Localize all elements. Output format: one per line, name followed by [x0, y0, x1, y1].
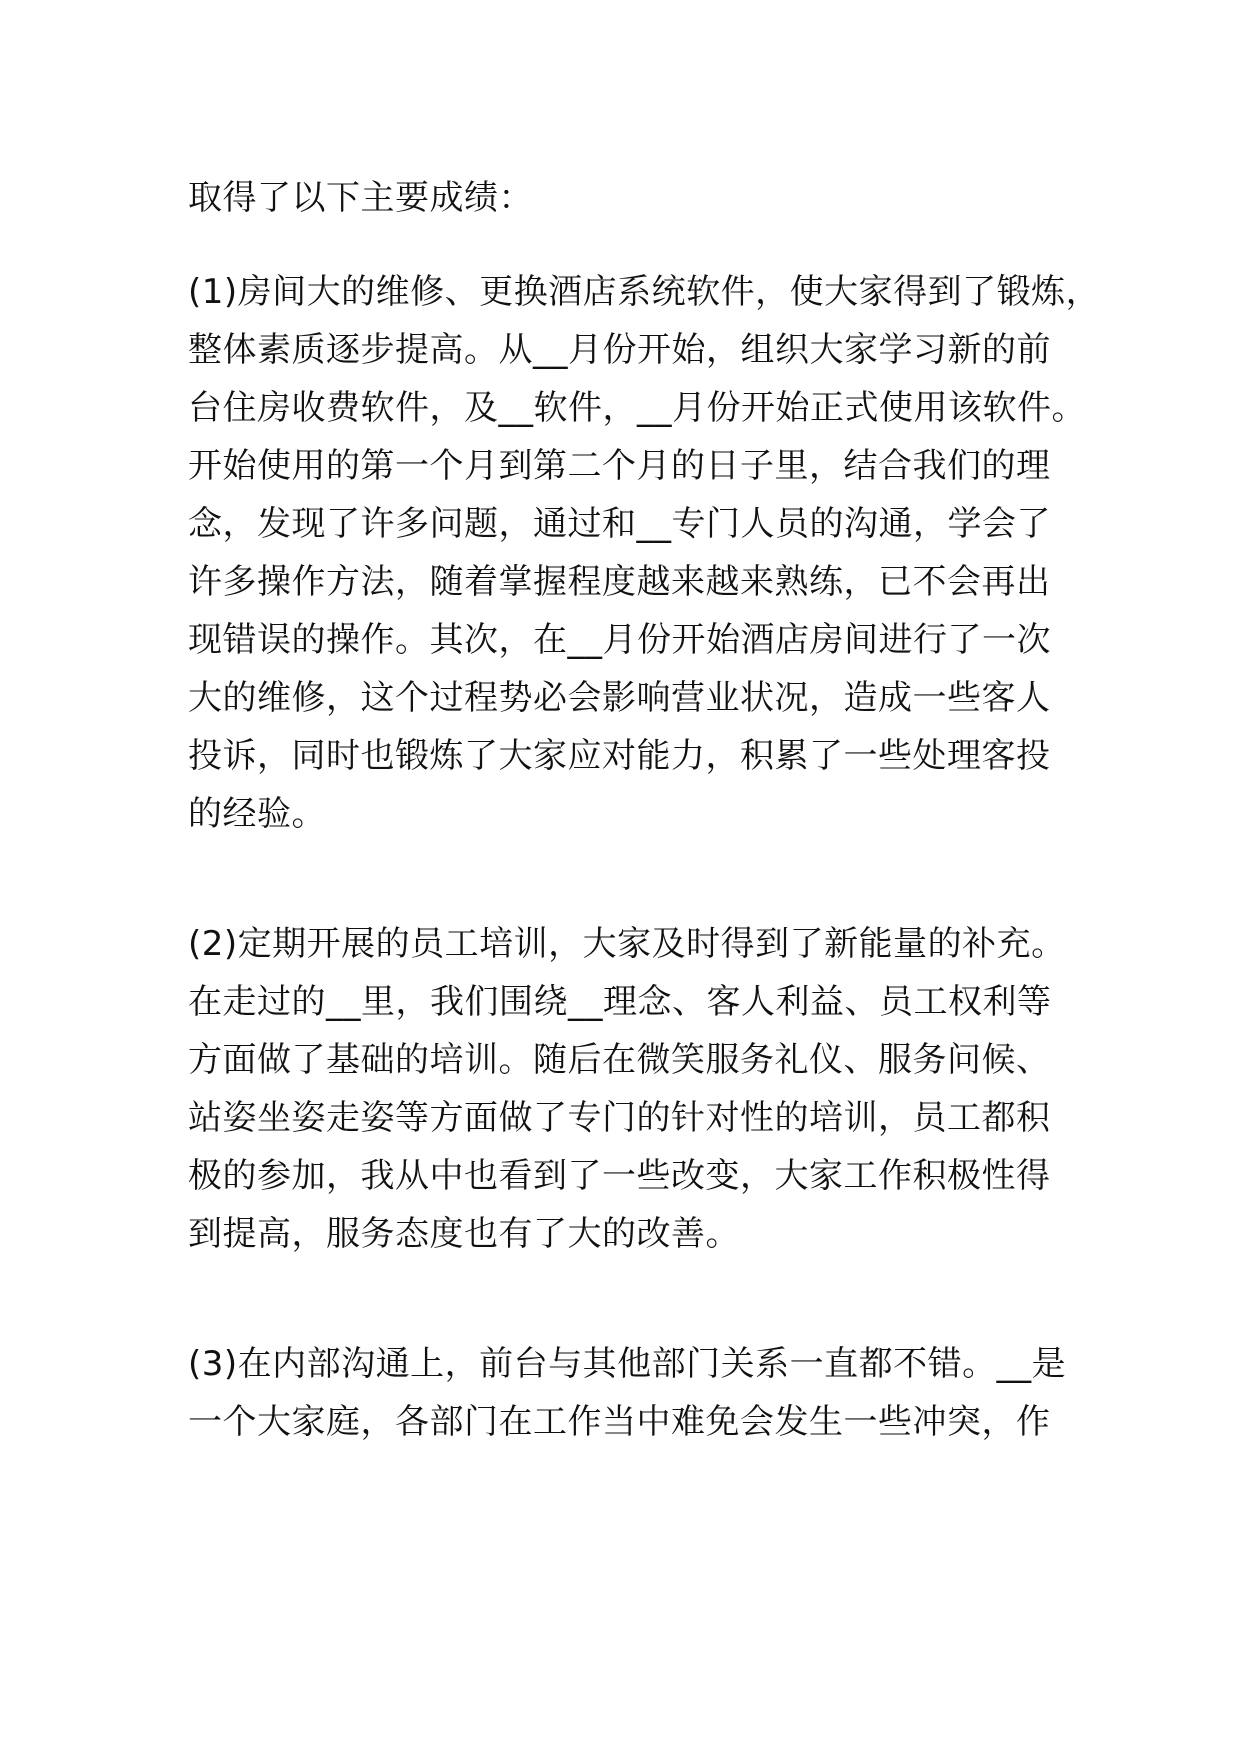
paragraph-line: 到提高，服务态度也有了大的改善。	[188, 1214, 740, 1254]
intro-line: 取得了以下主要成绩：	[188, 178, 533, 218]
paragraph-line: 的经验。	[188, 794, 326, 834]
paragraph-line: 方面做了基础的培训。随后在微笑服务礼仪、服务问候、	[188, 1040, 1051, 1080]
paragraph-line: 许多操作方法，随着掌握程度越来越来熟练，已不会再出	[188, 562, 1051, 602]
paragraph-line: 现错误的操作。其次，在__月份开始酒店房间进行了一次	[188, 620, 1051, 660]
paragraph-line: 一个大家庭，各部门在工作当中难免会发生一些冲突，作	[188, 1402, 1051, 1442]
paragraph-line: 大的维修，这个过程势必会影响营业状况，造成一些客人	[188, 678, 1051, 718]
paragraph-line: 站姿坐姿走姿等方面做了专门的针对性的培训，员工都积	[188, 1098, 1051, 1138]
paragraph-line: 极的参加，我从中也看到了一些改变，大家工作积极性得	[188, 1156, 1051, 1196]
paragraph-line: (3)在内部沟通上，前台与其他部门关系一直都不错。__是	[188, 1344, 1067, 1384]
paragraph-line: 在走过的__里，我们围绕__理念、客人利益、员工权利等	[188, 982, 1052, 1022]
paragraph-line: (1)房间大的维修、更换酒店系统软件，使大家得到了锻炼，	[188, 272, 1101, 312]
paragraph-line: 念，发现了许多问题，通过和__专门人员的沟通，学会了	[188, 504, 1051, 544]
paragraph-line: 台住房收费软件，及__软件，__月份开始正式使用该软件。	[188, 388, 1086, 428]
paragraph-line: 投诉，同时也锻炼了大家应对能力，积累了一些处理客投	[188, 736, 1051, 776]
paragraph-line: 整体素质逐步提高。从__月份开始，组织大家学习新的前	[188, 330, 1051, 370]
paragraph-line: 开始使用的第一个月到第二个月的日子里，结合我们的理	[188, 446, 1051, 486]
paragraph-line: (2)定期开展的员工培训，大家及时得到了新能量的补充。	[188, 924, 1066, 964]
